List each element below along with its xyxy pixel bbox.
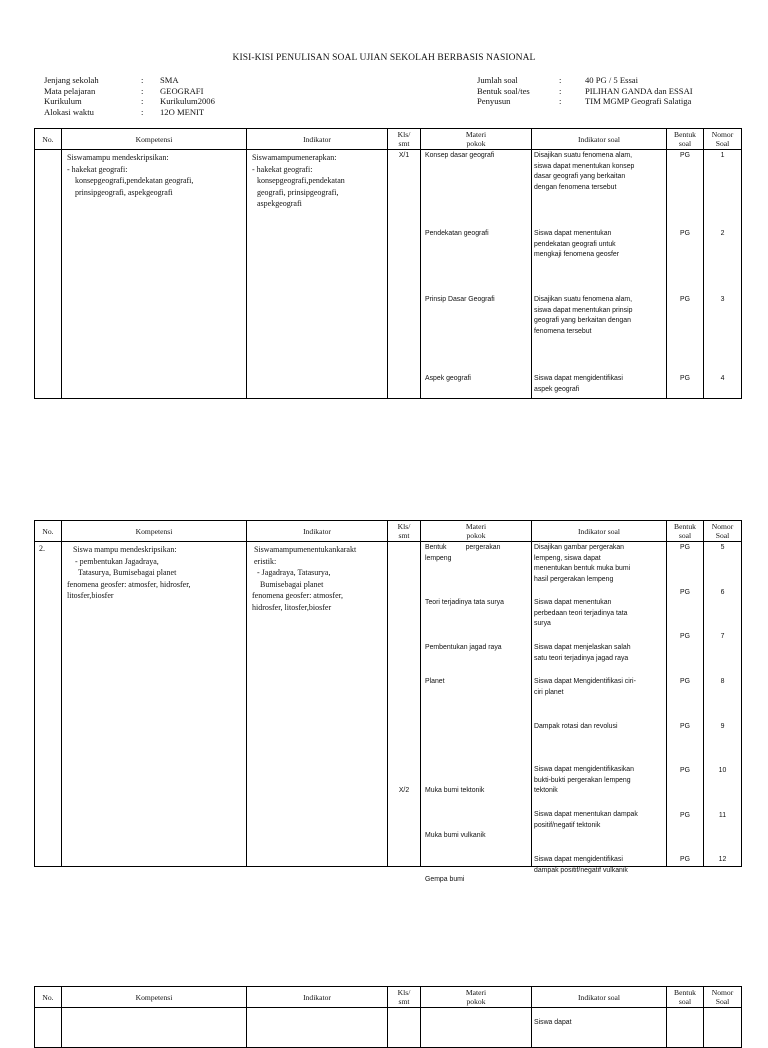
text-line: - hakekat geografi: [67, 164, 128, 174]
header-indikator: Indikator [247, 521, 388, 542]
info-key: Mata pelajaran [44, 85, 96, 96]
nomor-value: 7 [720, 633, 725, 640]
text-line: Bumisebagai planet [260, 579, 324, 589]
header-text: Materi [465, 130, 487, 139]
kompetensi-cell [62, 542, 247, 867]
header-text: Bentuk [674, 522, 696, 531]
info-sep: : [559, 96, 562, 107]
materi-cell [421, 542, 532, 883]
header-bentuk-soal [667, 521, 704, 542]
indikator-soal-cell [532, 150, 667, 399]
bentuk-value: PG [680, 633, 690, 640]
header-text: Kls/ [397, 522, 411, 531]
text-line: fenomena geosfer: atmosfer, hidrosfer, [67, 579, 191, 589]
bentuk-value: PG [680, 856, 690, 863]
text-line: aspek geografi [534, 385, 580, 393]
indikator-soal-item [534, 598, 627, 630]
info-sep: : [559, 85, 562, 96]
nomor-value: 4 [720, 375, 725, 382]
info-sep: : [141, 96, 144, 107]
header-text: smt [398, 531, 410, 540]
text-line: Siswa dapat menjelaskan salah [534, 644, 631, 651]
text-line: Siswa dapat mengidentifikasikan [534, 766, 634, 773]
header-text: Materi [465, 988, 487, 997]
text-line: pendekatan geografi untuk [534, 240, 616, 248]
text-line: lempeng [425, 554, 452, 562]
header-indikator: Indikator [247, 987, 388, 1008]
indikator-soal-cell [532, 1008, 667, 1048]
header-indikator-soal: Indikator soal [532, 129, 667, 150]
info-key: Jenjang sekolah [44, 75, 99, 85]
header-text: smt [398, 997, 410, 1006]
nomor-value: 11 [718, 812, 727, 819]
kls-cell [388, 150, 421, 399]
header-text: Bentuk [674, 988, 696, 997]
text-line: Bentuk pergerakan [425, 544, 501, 551]
info-value: SMA [160, 75, 179, 85]
text-line: Siswa dapat menentukan dampak [534, 811, 638, 818]
text-line: - hakekat geografi: [252, 164, 313, 174]
header-indikator: Indikator [247, 129, 388, 150]
header-no: No. [35, 129, 62, 150]
text-line: hasil pergerakan lempeng [534, 575, 614, 583]
header-text: Soal [715, 997, 730, 1006]
bentuk-value: PG [680, 767, 690, 774]
kisi-kisi-table-1 [34, 128, 742, 399]
header-materi-pokok [421, 129, 532, 150]
text-line: Siswa dapat menentukan [534, 230, 612, 237]
header-bentuk-soal [667, 129, 704, 150]
materi-item: Pembentukan jagad raya [425, 644, 502, 651]
kls-value: X/2 [398, 787, 410, 794]
info-row [44, 75, 215, 86]
header-text: smt [398, 139, 410, 148]
bentuk-value: PG [680, 589, 690, 596]
info-row [44, 86, 215, 97]
header-no: No. [35, 987, 62, 1008]
indikator-soal-item [534, 643, 631, 664]
header-materi-pokok [421, 987, 532, 1008]
table-row [35, 542, 742, 867]
header-text: soal [678, 531, 692, 540]
header-indikator-soal: Indikator soal [532, 521, 667, 542]
header-materi-pokok [421, 521, 532, 542]
materi-cell [421, 150, 532, 399]
nomor-soal-cell [704, 150, 742, 399]
header-text: Nomor [711, 130, 734, 139]
text-line: siswa dapat menentukan prinsip [534, 306, 633, 314]
document-info-left [44, 75, 215, 117]
text-line: geografi yang berkaitan dengan [534, 317, 631, 325]
indikator-soal-item [534, 374, 623, 395]
materi-item: Konsep dasar geografi [425, 152, 495, 159]
text-line: dengan fenomena tersebut [534, 183, 617, 191]
info-value: 40 PG / 5 Essai [585, 75, 638, 85]
header-kompetensi: Kompetensi [62, 129, 247, 150]
bentuk-value: PG [680, 723, 690, 730]
info-value: PILIHAN GANDA dan ESSAI [585, 85, 693, 96]
header-kls-smt [388, 521, 421, 542]
indikator-soal-item [534, 765, 634, 797]
header-nomor-soal [704, 521, 742, 542]
text-line: tektonik [534, 787, 558, 795]
header-no: No. [35, 521, 62, 542]
kisi-kisi-table-2 [34, 520, 742, 883]
info-key: Alokasi waktu [44, 106, 94, 117]
indikator-soal-item [534, 151, 634, 193]
text-line: Disajikan suatu fenomena alam, [534, 152, 633, 159]
header-kls-smt [388, 987, 421, 1008]
header-nomor-soal [704, 129, 742, 150]
bentuk-soal-cell [667, 150, 704, 399]
indikator-soal-item [534, 855, 628, 876]
text-line: surya [534, 620, 551, 628]
info-row [44, 107, 215, 118]
info-row [477, 75, 693, 86]
text-line: bukti-bukti pergerakan lempeng [534, 776, 631, 784]
indikator-soal-item [534, 295, 632, 337]
nomor-value: 12 [718, 856, 727, 863]
text-line: Siswa dapat mengidentifikasi [534, 375, 623, 382]
header-text: Soal [715, 531, 730, 540]
nomor-value: 5 [720, 544, 725, 551]
text-line: geografi, prinsipgeografi, [257, 187, 339, 197]
table-row [35, 150, 742, 399]
header-text: Soal [715, 139, 730, 148]
text-line: fenomena geosfer: atmosfer, [252, 591, 343, 601]
text-line: siswa dapat menentukan konsep [534, 162, 635, 170]
header-text: Materi [465, 522, 487, 531]
info-value: GEOGRAFI [160, 85, 204, 96]
bentuk-value: PG [680, 375, 690, 382]
nomor-value: 1 [720, 152, 725, 159]
indikator-soal-item [534, 722, 618, 733]
header-text: Bentuk [674, 130, 696, 139]
text-line: eristik: [254, 556, 277, 566]
table-header-row [35, 987, 742, 1008]
info-key: Jumlah soal [477, 75, 518, 85]
text-line: konsepgeografi,pendekatan geografi, [75, 176, 194, 186]
indikator-soal-cell [532, 542, 667, 874]
page-title: KISI-KISI PENULISAN SOAL UJIAN SEKOLAH BERBASIS NASIONAL [232, 53, 536, 63]
indikator-soal-item [534, 229, 619, 261]
materi-item: Pendekatan geografi [425, 230, 489, 237]
text-line: dasar geografi yang berkaitan [534, 173, 626, 181]
header-text: Kls/ [397, 988, 411, 997]
nomor-value: 9 [720, 723, 725, 730]
text-line: mengkaji fenomena geosfer [534, 251, 620, 259]
kompetensi-cell [62, 150, 247, 399]
kompetensi-cell [62, 1008, 247, 1048]
info-sep: : [559, 75, 562, 85]
text-line: ciri planet [534, 688, 564, 696]
materi-item: Gempa bumi [425, 876, 465, 883]
indikator-soal-item [534, 810, 638, 831]
info-value: TIM MGMP Geografi Salatiga [585, 96, 692, 107]
bentuk-value: PG [680, 296, 690, 303]
text-line: satu teori terjadinya jagad raya [534, 654, 629, 662]
header-kompetensi: Kompetensi [62, 987, 247, 1008]
header-text: soal [678, 997, 692, 1006]
bentuk-value: PG [680, 152, 690, 159]
bentuk-soal-cell [667, 1008, 704, 1048]
no-cell: 2. [35, 542, 62, 867]
indikator-cell [247, 1008, 388, 1048]
materi-item: Muka bumi tektonik [425, 787, 485, 794]
header-text: Nomor [711, 522, 734, 531]
no-cell [35, 1008, 62, 1048]
header-bentuk-soal [667, 987, 704, 1008]
text-line: konsepgeografi,pendekatan [257, 176, 345, 186]
table-header-row [35, 129, 742, 150]
text-line: - pembentukan Jagadraya, [75, 556, 159, 566]
info-key: Kurikulum [44, 96, 82, 107]
indikator-soal-item [534, 677, 636, 698]
text-line: - Jagadraya, Tatasurya, [257, 568, 331, 578]
text-line: Siswamampumenentukankarakt [254, 545, 357, 554]
header-text: pokok [466, 139, 486, 148]
kls-cell [388, 542, 421, 867]
text-line: lempeng, siswa dapat [534, 554, 601, 562]
text-line: prinsipgeografi, aspekgeografi [75, 187, 173, 197]
info-value: Kurikulum2006 [160, 96, 215, 107]
text-line: positif/negatif tektonik [534, 821, 601, 829]
info-key: Bentuk soal/tes [477, 85, 530, 96]
text-line: hidrosfer, litosfer,biosfer [252, 602, 332, 612]
text-line: Siswa dapat mengidentifikasi [534, 856, 623, 863]
materi-cell [421, 1008, 532, 1048]
document-info-right [477, 75, 693, 107]
text-line: Siswa dapat menentukan [534, 599, 612, 606]
text-line: Dampak rotasi dan revolusi [534, 723, 618, 730]
kls-value: X/1 [398, 152, 410, 159]
materi-item: Planet [425, 678, 445, 685]
nomor-value: 8 [720, 678, 725, 685]
nomor-soal-cell [704, 1008, 742, 1048]
info-row [477, 96, 693, 107]
text-line: Siswa mampu mendeskripsikan: [73, 545, 177, 554]
text-line: Disajikan suatu fenomena alam, [534, 296, 633, 303]
header-text: soal [678, 139, 692, 148]
table-header-row [35, 521, 742, 542]
no-cell [35, 150, 62, 399]
header-nomor-soal [704, 987, 742, 1008]
materi-item [425, 543, 529, 564]
materi-item: Teori terjadinya tata surya [425, 599, 504, 606]
indikator-soal-item: Siswa dapat [534, 1019, 572, 1026]
header-text: pokok [466, 997, 486, 1006]
table-row [35, 1008, 742, 1048]
kls-cell [388, 1008, 421, 1048]
text-line: litosfer,biosfer [67, 591, 114, 601]
bentuk-value: PG [680, 544, 690, 551]
bentuk-value: PG [680, 812, 690, 819]
text-line: Siswamampumenerapkan: [252, 153, 337, 162]
bentuk-soal-cell [667, 542, 704, 867]
text-line: aspekgeografi [257, 199, 302, 209]
header-kls-smt [388, 129, 421, 150]
text-line: Siswamampu mendeskripsikan: [67, 153, 169, 162]
indikator-cell [247, 150, 388, 399]
header-indikator-soal: Indikator soal [532, 987, 667, 1008]
text-line: Disajikan gambar pergerakan [534, 544, 625, 551]
nomor-value: 10 [718, 767, 727, 774]
info-value: 12O MENIT [160, 106, 205, 117]
info-sep: : [141, 75, 144, 85]
nomor-soal-cell [704, 542, 742, 867]
bentuk-value: PG [680, 678, 690, 685]
header-text: Kls/ [397, 130, 411, 139]
header-kompetensi: Kompetensi [62, 521, 247, 542]
indikator-cell [247, 542, 388, 867]
text-line: perbedaan teori terjadinya tata [534, 609, 628, 617]
text-line: dampak positif/negatif vulkanik [534, 866, 628, 874]
indikator-soal-item [534, 543, 630, 585]
materi-item: Aspek geografi [425, 375, 471, 382]
header-text: Nomor [711, 988, 734, 997]
text-line: Siswa dapat Mengidentifikasi ciri- [534, 678, 636, 685]
text-line: fenomena tersebut [534, 327, 592, 335]
header-text: pokok [466, 531, 486, 540]
bentuk-value: PG [680, 230, 690, 237]
nomor-value: 6 [720, 589, 725, 596]
materi-item: Prinsip Dasar Geografi [425, 296, 495, 303]
kisi-kisi-table-3 [34, 986, 742, 1048]
nomor-value: 2 [720, 230, 725, 237]
info-row [477, 86, 693, 97]
nomor-value: 3 [720, 296, 725, 303]
info-key: Penyusun [477, 96, 511, 107]
info-row [44, 96, 215, 107]
info-sep: : [141, 106, 144, 117]
materi-item: Muka bumi vulkanik [425, 832, 486, 839]
info-sep: : [141, 85, 144, 96]
text-line: Tatasurya, Bumisebagai planet [78, 568, 177, 578]
text-line: menentukan bentuk muka bumi [534, 565, 631, 573]
